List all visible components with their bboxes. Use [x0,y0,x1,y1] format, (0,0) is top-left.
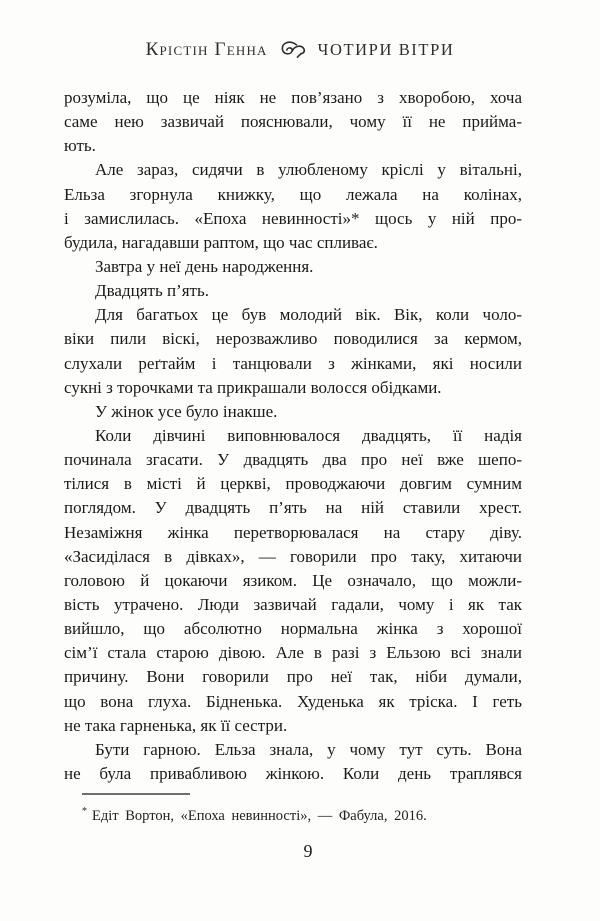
text-line: вийшло, що абсолютно нормальна жінка з хорошої [64,619,522,639]
text-line: причину. Вони говорили про неї так, ніби думали, [64,667,522,687]
paragraph [64,303,522,400]
page-body [64,86,522,786]
text-line: тілися в місті й церкві, проводжаючи довгим сумним [64,474,522,494]
text-line: що вона глуха. Бідненька. Худенька як тріска. І геть [64,691,522,711]
text-line: Ельза згорнула книжку, що лежала на колінах, [64,184,522,204]
header-author: Крістін Генна [145,39,268,60]
paragraph [64,279,522,303]
text-line: віки пили віскі, нерозважливо поводилися за кермом, [64,329,522,349]
text-line: сукні з торочками та прикрашали волосся обідками. [64,377,442,397]
text-line: Для багатьох це був молодий вік. Вік, коли чоло- [95,305,522,325]
text-line: Двадцять п’ять. [95,281,209,301]
footnote-marker: * [82,806,87,817]
paragraph [64,86,522,158]
text-line: будила, нагадавши раптом, що час спливає. [64,232,378,252]
running-header [0,39,600,61]
text-line: Бути гарною. Ельза знала, у чому тут суть. Вона [95,739,522,759]
footnote-text: Едіт Вортон, «Епоха невинності», — Фабула, 2016. [92,807,427,824]
paragraph [64,158,522,255]
paragraph [64,738,522,786]
paragraph [64,255,522,279]
text-line: поглядом. У двадцять п’ять на ній ставили хрест. [64,498,522,518]
paragraph [64,400,522,424]
paragraph [64,424,522,738]
text-line: Коли дівчині виповнювалося двадцять, її надія [95,425,522,445]
text-line: У жінок усе було інакше. [95,401,278,421]
footnote-separator [82,793,190,795]
text-line: розуміла, що це ніяк не пов’язано з хворобою, хоча [64,88,522,107]
text-line: Незаміжня жінка перетворювалася на стару діву. [64,522,522,542]
page-number: 9 [303,841,313,861]
text-line: і замислилась. «Епоха невинності»* щось у ній про- [64,208,522,228]
text-line: Але зараз, сидячи в улюбленому кріслі у вітальні, [95,160,522,180]
header-title: ЧОТИРИ ВІТРИ [317,40,455,59]
text-line: «Засиділася в дівках», — говорили про таку, хитаючи [64,546,522,566]
text-line: не була привабливою жінкою. Коли день траплявся [64,763,522,783]
text-line: ють. [64,136,96,156]
text-line: не така гарненька, як її сестри. [64,715,288,735]
text-line: починала згасати. У двадцять два про неї вже шепо- [64,450,522,470]
text-line: головою й цокаючи язиком. Це означало, що можли- [64,570,522,590]
text-line: саме нею зазвичай пояснювали, чому її не прийма- [64,112,522,132]
text-line: Завтра у неї день народження. [95,256,314,276]
footnote [82,802,512,826]
text-line: вість утрачено. Люди зазвичай гадали, чому і як так [64,594,522,614]
bird-flourish-icon [278,40,308,62]
text-line: слухали реґтайм і танцювали з жінками, які носили [64,353,522,373]
text-line: сім’ї стала старою дівою. Але в разі з Ельзою всі знали [64,643,522,663]
